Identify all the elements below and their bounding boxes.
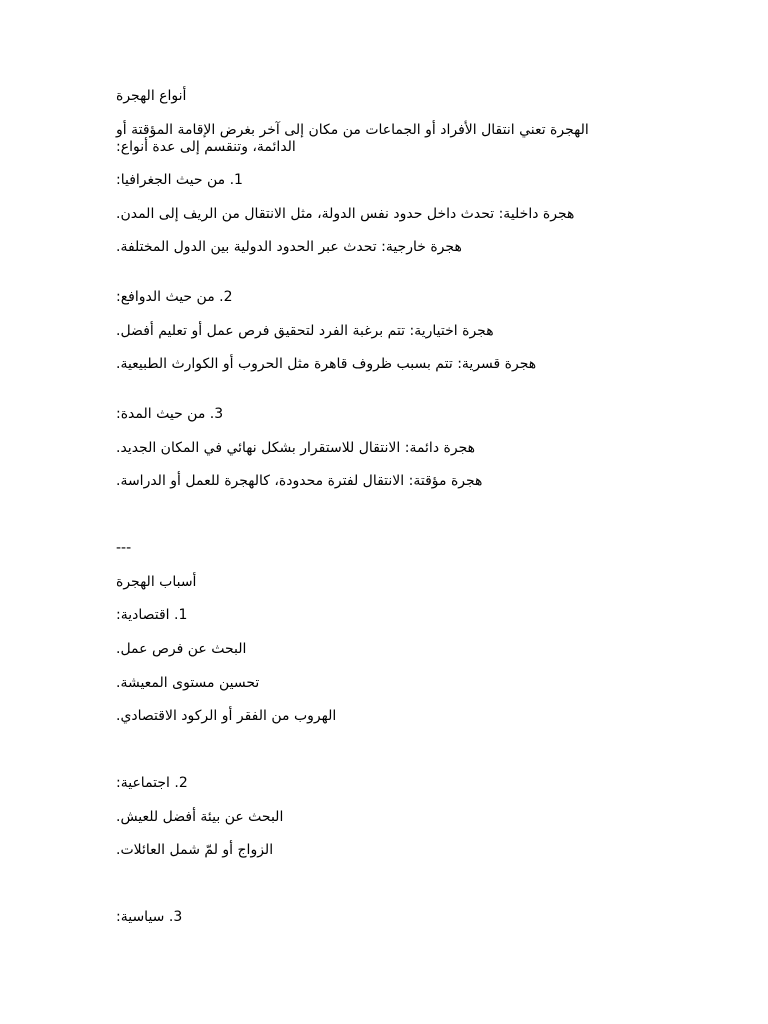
geo-heading: 1. من حيث الجغرافيا: bbox=[116, 172, 243, 188]
motive-forced: هجرة قسرية: تتم بسبب ظروف قاهرة مثل الحروب أو الكوارث الطبيعية. bbox=[116, 356, 537, 372]
intro-line-2: الدائمة، وتنقسم إلى عدة أنواع: bbox=[116, 139, 296, 155]
econ-item-1: البحث عن فرص عمل. bbox=[116, 641, 247, 657]
econ-item-2: تحسين مستوى المعيشة. bbox=[116, 675, 260, 691]
types-title: أنواع الهجرة bbox=[116, 88, 187, 104]
causes-title: أسباب الهجرة bbox=[116, 574, 197, 590]
geo-external: هجرة خارجية: تحدث عبر الحدود الدولية بين الدول المختلفة. bbox=[116, 239, 462, 255]
econ-heading: 1. اقتصادية: bbox=[116, 607, 188, 623]
econ-item-3: الهروب من الفقر أو الركود الاقتصادي. bbox=[116, 708, 337, 724]
motive-heading: 2. من حيث الدوافع: bbox=[116, 289, 233, 305]
social-heading: 2. اجتماعية: bbox=[116, 775, 188, 791]
intro-line-1: الهجرة تعني انتقال الأفراد أو الجماعات من مكان إلى آخر بغرض الإقامة المؤقتة أو bbox=[116, 122, 589, 138]
motive-voluntary: هجرة اختيارية: تتم برغبة الفرد لتحقيق فرص عمل أو تعليم أفضل. bbox=[116, 323, 494, 339]
duration-temporary: هجرة مؤقتة: الانتقال لفترة محدودة، كالهجرة للعمل أو الدراسة. bbox=[116, 473, 483, 489]
social-item-2: الزواج أو لمّ شمل العائلات. bbox=[116, 842, 274, 858]
political-heading: 3. سياسية: bbox=[116, 909, 183, 925]
social-item-1: البحث عن بيئة أفضل للعيش. bbox=[116, 809, 284, 825]
duration-heading: 3. من حيث المدة: bbox=[116, 406, 224, 422]
duration-permanent: هجرة دائمة: الانتقال للاستقرار بشكل نهائي في المكان الجديد. bbox=[116, 440, 475, 456]
geo-internal: هجرة داخلية: تحدث داخل حدود نفس الدولة، مثل الانتقال من الريف إلى المدن. bbox=[116, 206, 575, 222]
section-separator: --- bbox=[116, 540, 132, 556]
